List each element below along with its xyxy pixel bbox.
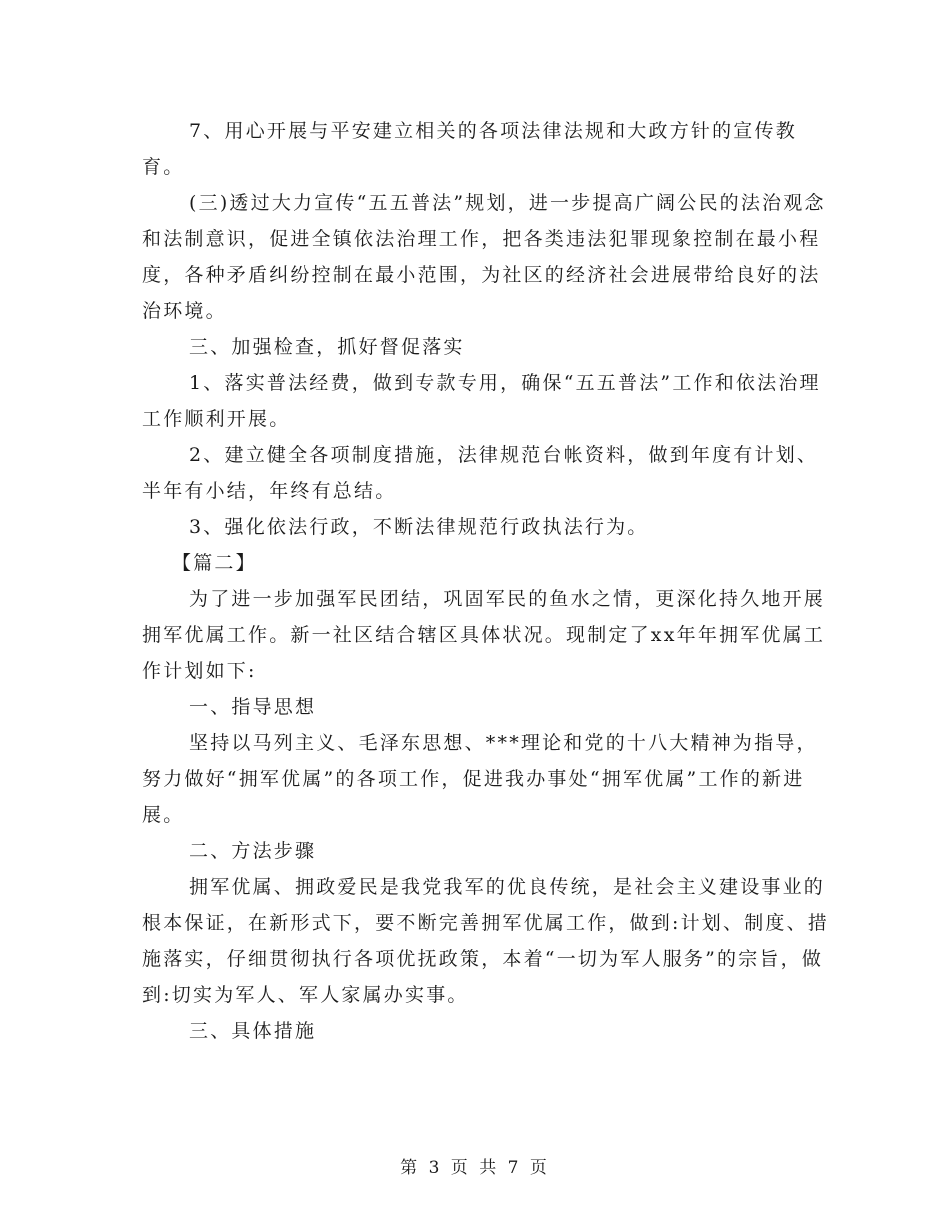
paragraph-intro: 为了进一步加强军民团结，巩固军民的鱼水之情，更深化持久地开展拥军优属工作。新一社区结合辖区具体状况。现制定了xx年年拥军优属工作计划如下:: [142, 588, 826, 682]
document-body: [142, 113, 832, 1049]
paragraph-guiding-ideology: 坚持以马列主义、毛泽东思想、***理论和党的十八大精神为指导，努力做好“拥军优属”的各项工作，促进我办事处“拥军优属”工作的新进展。: [142, 732, 818, 826]
heading-guiding-ideology: 一、指导思想: [189, 696, 317, 718]
paragraph-item-3: 3、强化依法行政，不断法律规范行政执法行为。: [189, 516, 649, 538]
paragraph-item-2: 2、建立健全各项制度措施，法律规范台帐资料，做到年度有计划、半年有小结，年终有总结。: [142, 444, 819, 502]
paragraph-item-7: 7、用心开展与平安建立相关的各项法律法规和大政方针的宣传教育。: [142, 120, 797, 178]
paragraph-item-1: 1、落实普法经费，做到专款专用，确保“五五普法”工作和依法治理工作顺利开展。: [142, 372, 821, 430]
heading-methods-steps: 二、方法步骤: [189, 840, 317, 862]
paragraph-methods-steps: 拥军优属、拥政爱民是我党我军的优良传统，是社会主义建设事业的根本保证，在新形式下，要不断完善拥军优属工作，做到:计划、制度、措施落实，仔细贯彻执行各项优抚政策，本着“一切为军人服务”的宗旨，做到:切实为军人、军人家属办实事。: [142, 876, 830, 1006]
heading-inspection: 三、加强检查，抓好督促落实: [189, 336, 465, 358]
section-title-part-two: 【篇二】: [172, 552, 257, 574]
paragraph-section-3: (三)透过大力宣传“五五普法”规划，进一步提高广阔公民的法治观念和法制意识，促进全镇依法治理工作，把各类违法犯罪现象控制在最小程度，各种矛盾纠纷控制在最小范围，为社区的经济社会进展带给良好的法治环境。: [142, 192, 826, 322]
heading-specific-measures: 三、具体措施: [189, 1020, 317, 1042]
page-footer: 第 3 页 共 7 页: [400, 1158, 550, 1178]
